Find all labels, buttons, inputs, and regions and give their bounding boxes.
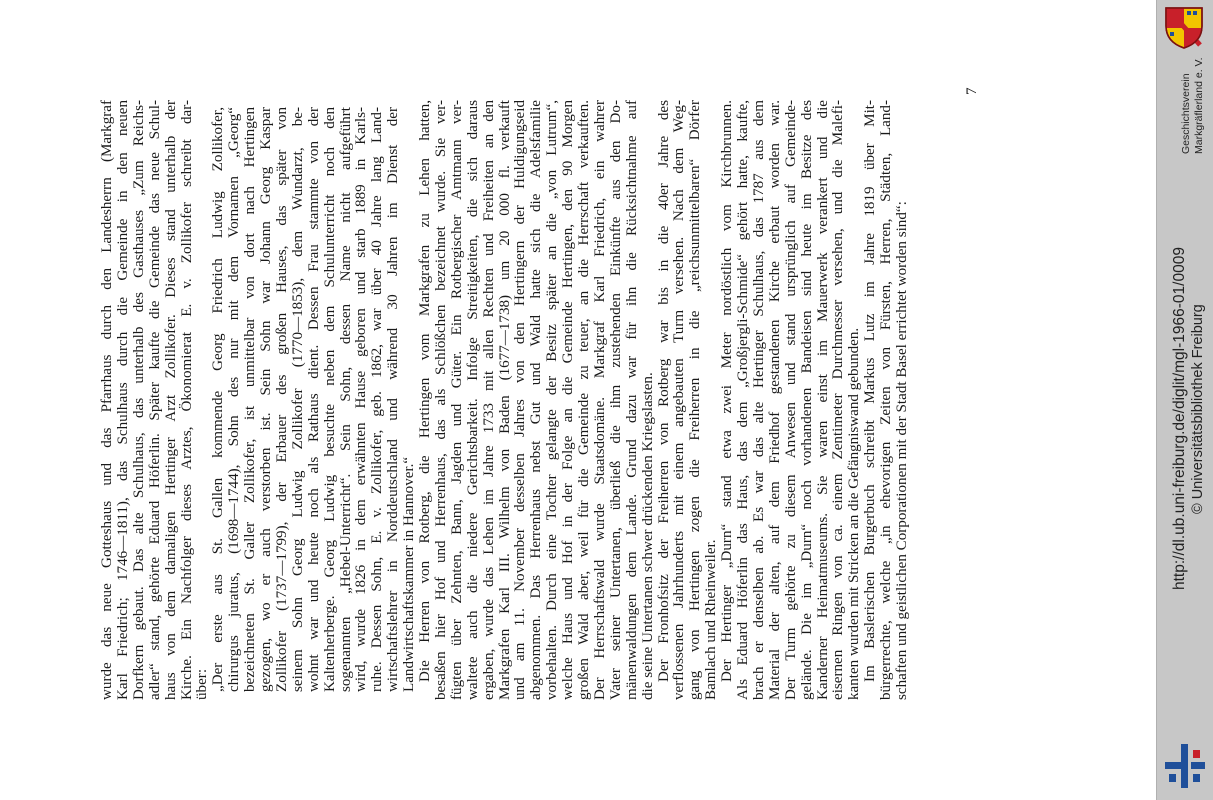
text-line: schaften und geistlichen Corporationen mit der Stadt Basel errichtet worden sind“: [894, 201, 910, 700]
text-line: brach er denselben ab. Es war das alte Hertinger Schulhaus, das 1787 aus dem [750, 100, 767, 700]
text-line: wohnt war und heute noch als Rathaus dient. Dessen Frau stammte von der [305, 107, 322, 692]
text-line: seinem Sohn Georg Ludwig Zollikofer (1770—1853), dem Wundarzt, be- [289, 107, 306, 692]
text-line: Bamlach und Rheinweiler. [703, 539, 720, 700]
text-line: bürgerrechte, welche „in ehevorigen Zeiten von Fürsten, Herren, Städten, Land- [878, 100, 895, 700]
text-line: ruhe. Dessen Sohn, E. v. Zollikofer, geb. 1862, war über 40 Jahre lang Land- [369, 107, 386, 692]
sidebar-divider [1156, 0, 1157, 800]
text-line: Der Turm gehörte zu diesem Anwesen und stand ursprünglich auf Gemeinde- [782, 100, 799, 700]
text-line: gezogen, wo er auch verstorben ist. Sein Sohn war Johann Georg Kaspar [258, 107, 274, 692]
text-line: Markgrafen Karl III. Wilhelm von Baden (1677—1738) um 20 000 fl. verkauft [496, 100, 513, 700]
text-line: welche Haus und Hof in der Folge an die Gemeinde Hertingen, den 90 Morgen [560, 100, 577, 700]
text-line: fügten über Zehnten, Bann, Jagden und Güter. Ein Rotbergischer Amtmann ver- [448, 100, 465, 700]
society-name-line1: Geschichtsverein [1180, 73, 1192, 154]
text-line: wirtschaftslehrer in Norddeutschland und während 30 Jahren im Dienst der [385, 107, 402, 692]
text-line: und am 11. November desselben Jahres von den Hertingern der Huldigungseid [512, 100, 529, 700]
text-line: Karl Friedrich; 1746—1811), das Schulhaus durch die Gemeinde in den neuen [114, 100, 131, 700]
page-number: 7 [964, 87, 980, 95]
society-name-line2: Markgräflerland e. V. [1193, 57, 1205, 154]
text-line: „Der erste aus St. Gallen kommende Georg Friedrich Ludwig Zollikofer, [210, 107, 227, 692]
text-line: wurde das neue Gotteshaus und das Pfarrhaus durch den Landesherrn (Markgraf [99, 100, 115, 700]
text-line: sogenannten „Hebel-Unterricht“. Sein Sohn, dessen Name nicht aufgeführt [337, 107, 354, 692]
text-line: Die Herren von Rotberg, die Hertingen vom Markgrafen zu Lehen hatten, [417, 100, 433, 682]
text-line: bezeichneten St. Galler Zollikofer, ist unmittelbar von dort nach Hertingen [242, 107, 259, 692]
text-line: über: [194, 668, 211, 700]
text-line: abgenommen. Das Herrenhaus nebst Gut und Wald hatte sich die Adelsfamilie [528, 100, 545, 700]
text-line: großen Wald aber, weil für die Gemeinde zu teuer, an die Herrschaft verkauften. [576, 100, 592, 700]
text-line: Der Herrschaftswald wurde Staatsdomäne. Markgraf Karl Friedrich, ein wahrer [591, 100, 608, 700]
text-line: verflossenen Jahrhunderts mit einem angebauten Turm versehen. Nach dem Weg- [671, 100, 688, 700]
text-line: Der Hertinger „Durn“ stand etwa zwei Meter nordöstlich vom Kirchbrunnen. [719, 100, 736, 682]
text-line: wird, wurde 1826 in dem erwähnten Hause geboren und starb 1889 in Karls- [353, 107, 370, 692]
text-line: adler“ stand, gehörte Eduard Höferlin. Später kaufte die Gemeinde das neue Schul- [146, 100, 163, 700]
text-line: waltete auch die niedere Gerichtsbarkeit. Infolge Streitigkeiten, die sich daraus [464, 100, 481, 700]
text-line: gang von Hertingen zogen die Freiherren in die „reichsunmittelbaren“ Dörfer [687, 100, 704, 700]
text-line: gelände. Die im „Durn“ noch vorhandenen Bandeisen sind heute im Besitze des [798, 100, 815, 700]
text-line: ergaben, wurde das Lehen im Jahre 1733 mit allen Rechten und Freiheiten an den [480, 100, 497, 700]
text-line: eisernen Ringen von ca. einem Zentimeter Durchmesser versehen, und die Malefi- [830, 100, 847, 700]
text-line: Kaltenherberge. Georg Ludwig besuchte neben dem Schulunterricht noch den [321, 107, 338, 692]
text-line: Im Baslerischen Burgerbuch schreibt Markus Lutz im Jahre 1819 über Mit- [862, 100, 879, 682]
text-line: Zollikofer (1737—1799), der Erbauer des großen Hauses, das später von [273, 107, 290, 692]
text-line: vorbehalten. Durch eine Tochter gelangte der Besitz später an die „von Lutrum“, [544, 100, 561, 700]
permalink-url[interactable]: http://dl.ub.uni-freiburg.de/diglit/mgl-1966-01/0009 [1171, 247, 1188, 590]
text-line: Material der alten, auf dem Friedhof gestandenen Kirche erbaut worden war. [766, 100, 783, 700]
text-line: besaßen hier Hof und Herrenhaus, das als Schlößchen bezeichnet wurde. Sie ver- [432, 100, 449, 700]
scanned-page [99, 87, 980, 700]
text-line: Kanderner Heimatmuseums. Sie waren einst im Mauerwerk verankert und die [814, 100, 831, 700]
text-line: die seine Untertanen schwer drückenden Kriegslasten. [639, 372, 656, 700]
text-line: chirurgus juratus, (1698—1744), Sohn des nur mit dem Vornamen „Georg“ [226, 107, 243, 692]
markgraeflerland-crest-icon [1160, 6, 1208, 50]
text-line: Als Eduard Höferlin das Haus, das dem „Großjergli-Schmide“ gehört hatte, kaufte, [735, 100, 751, 700]
copyright-notice: © Universitätsbibliothek Freiburg [1190, 304, 1206, 514]
text-line: Kirche. Ein Nachfolger dieses Arztes, Ökonomierat E. v. Zollikofer schreibt dar- [178, 100, 195, 700]
ub-freiburg-logo-icon [1163, 742, 1207, 790]
text-line: Der Fronhofsitz der Freiherren von Rotberg war bis in die 40er Jahre des [655, 100, 672, 682]
text-line: Vater seiner Untertanen, überließ die ihm zustehenden Einkünfte aus den Do- [607, 100, 624, 700]
text-line: haus von dem damaligen Hertinger Arzt Zollikofer. Dieses stand unterhalb der [162, 100, 179, 700]
text-line: Dorfkern gebaut. Das alte Schulhaus, das unterhalb des Gasthauses „Zum Reichs- [130, 100, 147, 700]
text-line: kanten wurden mit Stricken an die Gefängniswand gebunden. [846, 327, 863, 700]
text-line: Landwirtschaftskammer in Hannover.“ [401, 456, 418, 692]
text-line: mänenwaldungen dem Lande. Grund dazu war für ihn die Rücksichtnahme auf [623, 100, 640, 700]
